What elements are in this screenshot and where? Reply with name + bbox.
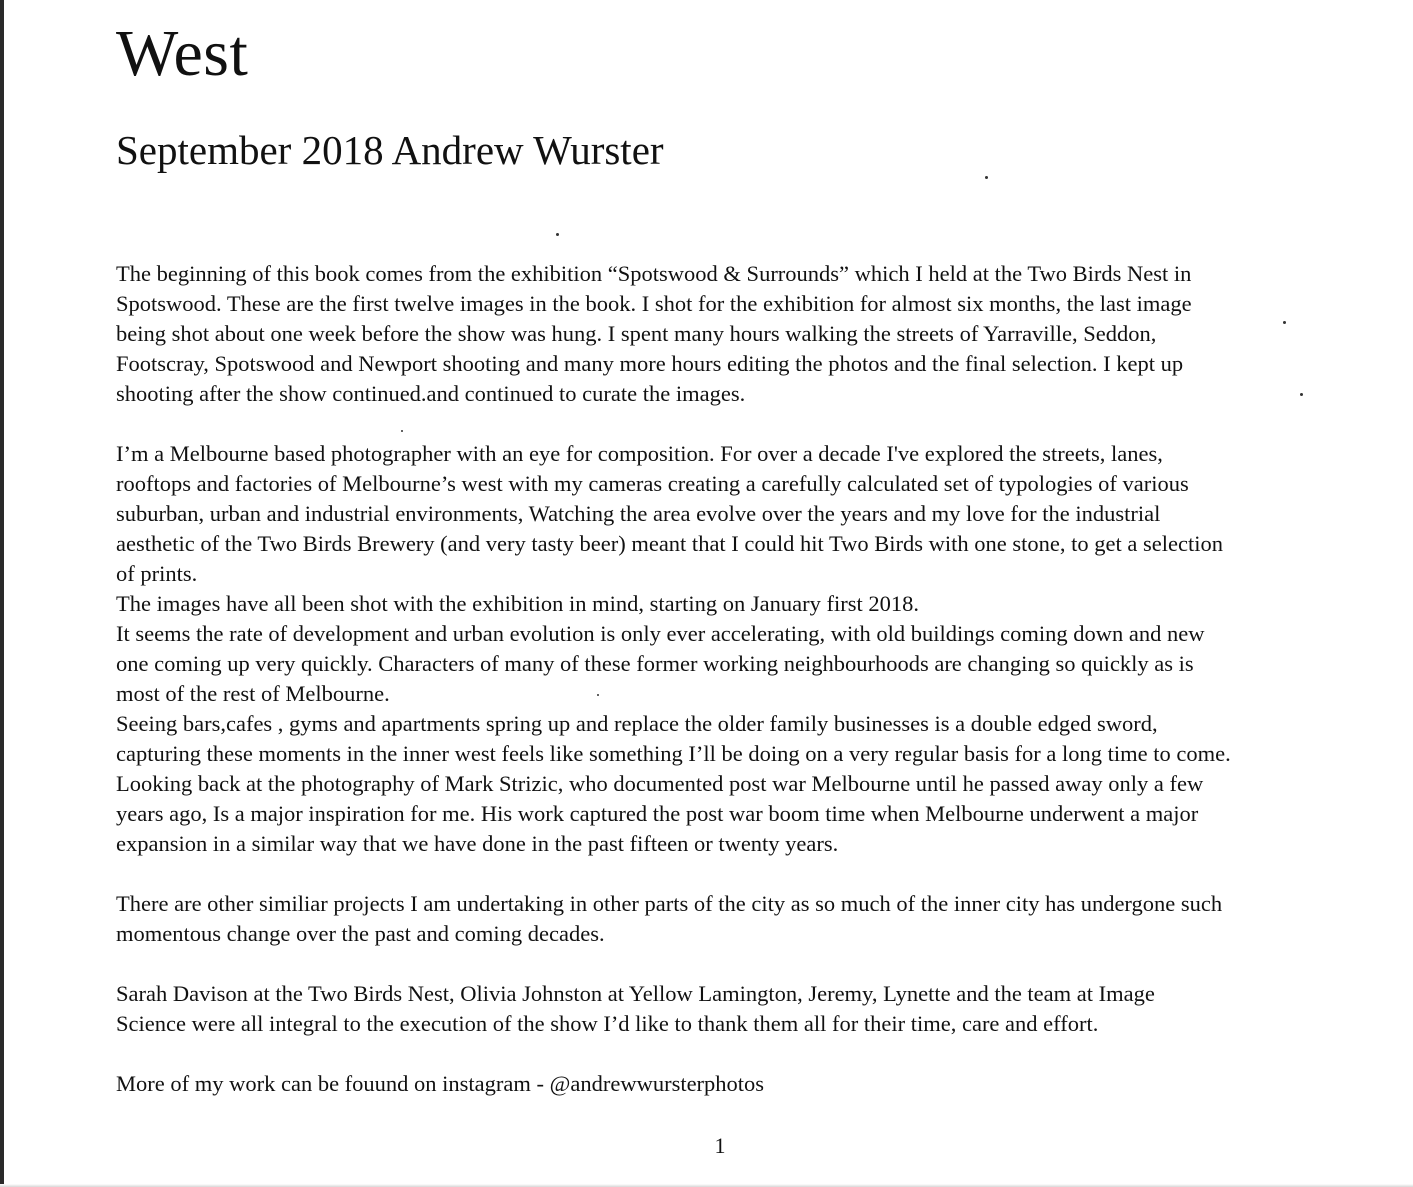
scan-speck xyxy=(985,176,988,179)
body-line: being shot about one week before the show was hung. I spent many hours walking the streets of Yarraville, Seddon, xyxy=(116,321,1157,346)
body-line: suburban, urban and industrial environments, Watching the area evolve over the years and my love for the industrial xyxy=(116,501,1161,526)
paragraph-gap xyxy=(116,859,1356,889)
body-line: most of the rest of Melbourne. xyxy=(116,681,390,706)
body-line: Spotswood. These are the first twelve images in the book. I shot for the exhibition for almost six months, the last image xyxy=(116,291,1192,316)
body-line: I’m a Melbourne based photographer with an eye for composition. For over a decade I've explored the streets, lanes, xyxy=(116,441,1163,466)
body-line: one coming up very quickly. Characters of many of these former working neighbourhoods are changing so quickly as is xyxy=(116,651,1194,676)
paragraph-gap xyxy=(116,1039,1356,1069)
body-text xyxy=(116,259,1356,1099)
paragraph-gap xyxy=(116,409,1356,439)
body-line: aesthetic of the Two Birds Brewery (and very tasty beer) meant that I could hit Two Birds with one stone, to get a selection xyxy=(116,531,1223,556)
body-line: years ago, Is a major inspiration for me. His work captured the post war boom time when Melbourne underwent a major xyxy=(116,801,1199,826)
body-line: Science were all integral to the execution of the show I’d like to thank them all for their time, care and effort. xyxy=(116,1011,1099,1036)
document-title: West xyxy=(116,17,249,90)
body-line: Footscray, Spotswood and Newport shooting and many more hours editing the photos and the final selection. I kept up xyxy=(116,351,1184,376)
body-line: capturing these moments in the inner west feels like something I’ll be doing on a very regular basis for a long time to come. xyxy=(116,741,1231,766)
body-line: rooftops and factories of Melbourne’s west with my cameras creating a carefully calculated set of typologies of various xyxy=(116,471,1189,496)
body-line: expansion in a similar way that we have done in the past fifteen or twenty years. xyxy=(116,831,839,856)
scan-border-left xyxy=(0,0,4,1187)
scan-speck xyxy=(556,233,559,236)
body-line: shooting after the show continued.and continued to curate the images. xyxy=(116,381,746,406)
body-line: Looking back at the photography of Mark Strizic, who documented post war Melbourne until he passed away only a few xyxy=(116,771,1204,796)
body-line: The beginning of this book comes from the exhibition “Spotswood & Surrounds” which I held at the Two Birds Nest in xyxy=(116,261,1192,286)
body-line: There are other similiar projects I am undertaking in other parts of the city as so much of the inner city has undergone such xyxy=(116,891,1223,916)
body-line: Sarah Davison at the Two Birds Nest, Olivia Johnston at Yellow Lamington, Jeremy, Lynette and the team at Image xyxy=(116,981,1155,1006)
body-line: The images have all been shot with the exhibition in mind, starting on January first 2018. xyxy=(116,591,919,616)
paragraph-gap xyxy=(116,949,1356,979)
document-subtitle: September 2018 Andrew Wurster xyxy=(116,127,664,173)
body-line: of prints. xyxy=(116,561,198,586)
body-line: It seems the rate of development and urban evolution is only ever accelerating, with old buildings coming down and new xyxy=(116,621,1205,646)
body-line: More of my work can be fouund on instagram - @andrewwursterphotos xyxy=(116,1071,765,1096)
page-number: 1 xyxy=(714,1133,726,1158)
body-line: momentous change over the past and coming decades. xyxy=(116,921,605,946)
body-line: Seeing bars,cafes , gyms and apartments spring up and replace the older family businesses is a double edged sword, xyxy=(116,711,1158,736)
